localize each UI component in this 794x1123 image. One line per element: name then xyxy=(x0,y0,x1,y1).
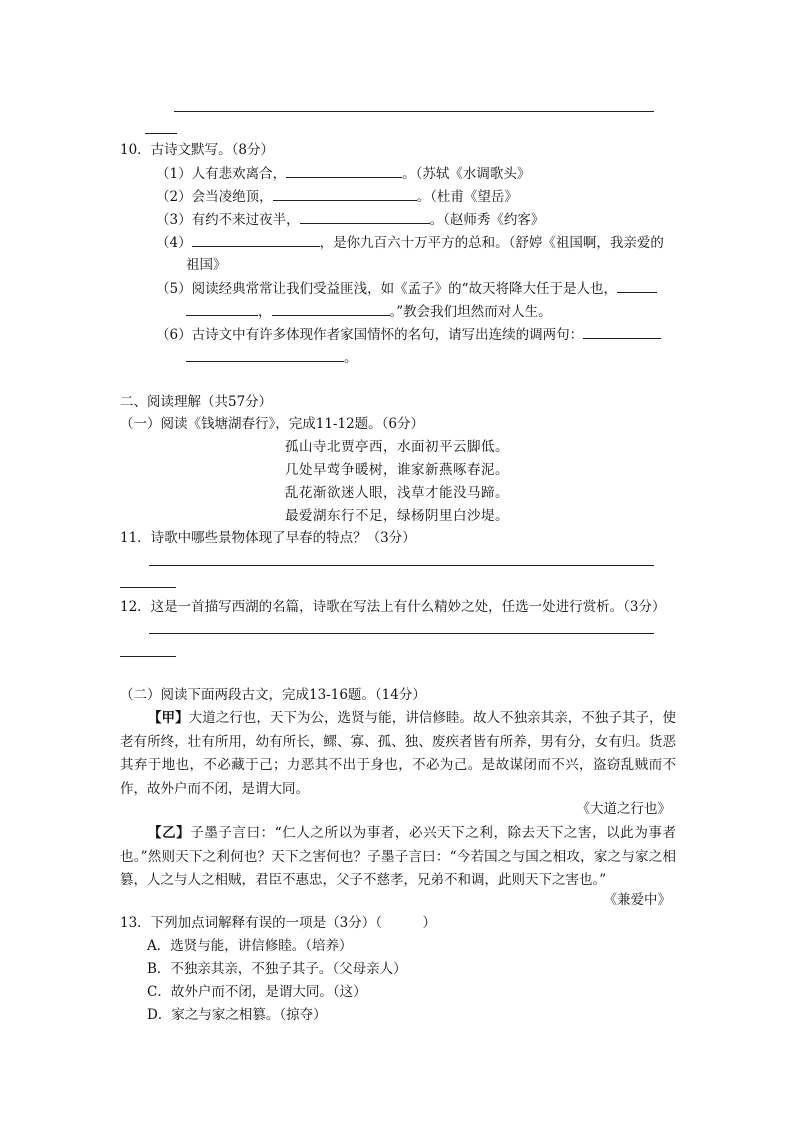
q10-item-5-cont: ， 。”教会我们坦然而对人生。 xyxy=(186,301,552,322)
answer-line-tail[interactable] xyxy=(120,587,176,588)
option-d[interactable]: D．家之与家之相篡。（掠夺） xyxy=(147,1007,327,1023)
q10-title: 10．古诗文默写。（8分） xyxy=(120,142,275,158)
answer-line[interactable] xyxy=(174,111,654,112)
blank-field[interactable] xyxy=(617,278,657,293)
passage-yi: 【乙】子墨子言曰：“仁人之所以为事者，必兴天下之利，除去天下之害，以此为事者也。”然则天下之利何也？天下之害何也？子墨子言曰：“今若国之与国之相攻，家之与家之相篡，人之与人之相贼，君臣不惠忠，父子不慈孝，兄弟不和调，此则天下之害也。” xyxy=(120,825,677,888)
part1-title: （一）阅读《钱塘湖春行》，完成11-12题。（6分） xyxy=(120,416,425,432)
passage-tag: 【甲】 xyxy=(148,710,189,726)
q10-item-5: （5）阅读经典常常让我们受益匪浅，如《孟子》的“故天将降大任于是人也， xyxy=(156,278,657,299)
q10-item-4-cont: 祖国》 xyxy=(186,257,227,273)
question-13: 13．下列加点词解释有误的一项是（3分）（ ） xyxy=(120,915,437,931)
poem-line: 孤山寺北贾亭西，水面初平云脚低。 xyxy=(285,439,509,455)
passage-jia: 【甲】大道之行也，天下为公，选贤与能，讲信修睦。故人不独亲其亲，不独子其子，使老有所终，壮有所用，幼有所长，鳏、寡、孤、独、废疾者皆有所养，男有分，女有归。货恶其弃于地也，不必藏于己；力恶其不出于身也，不必为己。是故谋闭而不兴，盗窃乱贼而不作，故外户而不闭，是谓大同。 xyxy=(120,710,677,797)
question-12: 12．这是一首描写西湖的名篇，诗歌在写法上有什么精妙之处，任选一处进行赏析。（3分） xyxy=(120,599,666,615)
q10-item-6: （6）古诗文中有许多体现作者家国情怀的名句，请写出连续的调两句： xyxy=(156,324,661,345)
blank-field[interactable] xyxy=(300,209,430,224)
poem-line: 最爱湖东行不足，绿杨阴里白沙堤。 xyxy=(285,508,509,524)
poem-line: 乱花渐欲迷人眼，浅草才能没马蹄。 xyxy=(285,485,509,501)
answer-line-tail[interactable] xyxy=(145,133,177,134)
part2-title: （二）阅读下面两段古文，完成13-16题。（14分） xyxy=(120,687,426,703)
q10-item-3: （3）有约不来过夜半， 。（赵师秀《约客》 xyxy=(156,209,544,230)
answer-line[interactable] xyxy=(149,633,654,634)
blank-field[interactable] xyxy=(186,347,344,362)
q10-item-2: （2）会当凌绝顶， 。（杜甫《望岳》 xyxy=(156,186,518,207)
passage-source: 《大道之行也》 xyxy=(576,801,671,817)
answer-line-tail[interactable] xyxy=(120,656,176,657)
option-b[interactable]: B．不独亲其亲，不独子其子。（父母亲人） xyxy=(147,961,407,977)
question-11: 11．诗歌中哪些景物体现了早春的特点？（3分） xyxy=(120,530,416,546)
blank-field[interactable] xyxy=(286,163,402,178)
passage-tag: 【乙】 xyxy=(148,825,191,841)
blank-field[interactable] xyxy=(273,186,417,201)
blank-field[interactable] xyxy=(186,301,258,316)
section-title: 二、阅读理解（共57分） xyxy=(120,394,273,410)
blank-field[interactable] xyxy=(272,301,390,316)
blank-field[interactable] xyxy=(583,324,661,339)
blank-field[interactable] xyxy=(192,232,320,247)
passage-source: 《兼爱中》 xyxy=(603,892,671,908)
answer-line[interactable] xyxy=(149,565,654,566)
poem-line: 几处早莺争暖树，谁家新燕啄春泥。 xyxy=(285,462,509,478)
q10-item-6-cont: 。 xyxy=(186,347,358,368)
q10-item-1: （1）人有悲欢离合， 。（苏轼《水调歌头》 xyxy=(156,163,530,184)
option-a[interactable]: A．选贤与能，讲信修睦。（培养） xyxy=(147,938,353,954)
option-c[interactable]: C．故外户而不闭，是谓大同。（这） xyxy=(147,984,367,1000)
q10-item-4: （4） ，是你九百六十万平方的总和。（舒婷《祖国啊，我亲爱的 xyxy=(156,232,664,253)
